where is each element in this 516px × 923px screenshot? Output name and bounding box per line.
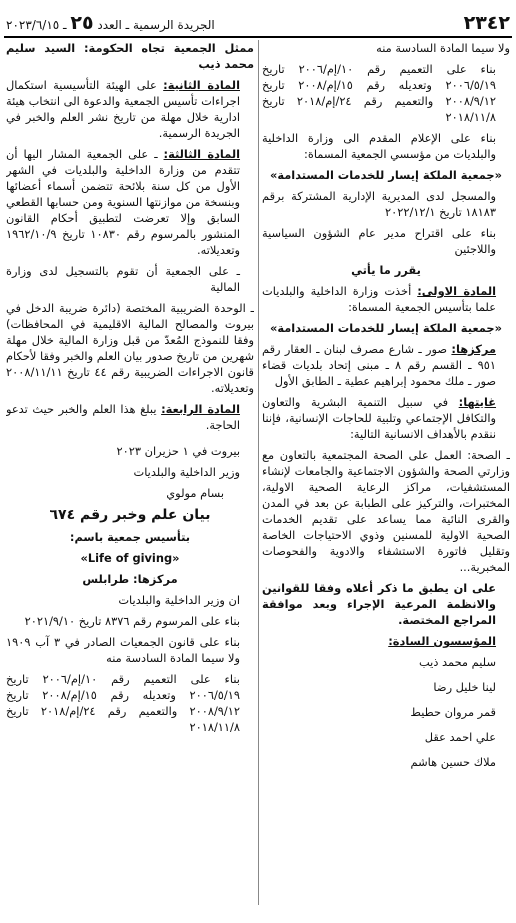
article-text: ـ على الجمعية المشار اليها أن تتقدم من وزارة الداخلية والبلديات في الشهر الأول من كل سنة بلائحة تتضمن أسماء أعضائها وبنسخة من موازنتها السنوية ومن حسابها القطعي السابق وإلا تعرضت لتطبيق أحكام القانون المنشور بالمرسوم رقم ١٠٨٣٠ تاريخ ١٩٦٢/١٠/٩ وتعديلاته.: [6, 147, 240, 257]
founder-name: لينا خليل رضا: [433, 680, 496, 694]
right-column: [262, 40, 510, 923]
paragraph: بناء على التعميم رقم ١٠/إم/٢٠٠٦ تاريخ ٢٠٠٦/٥/١٩ وتعديله رقم ١٥/إم/٢٠٠٨ تاريخ ٢٠٠٨/٩/١٢ والتعميم رقم ٢٤/إم/٢٠١٨ تاريخ ٢٠١٨/١١/٨: [6, 672, 241, 734]
headquarters: [262, 341, 510, 389]
header-rule: [4, 36, 512, 38]
column-divider: [258, 40, 259, 905]
representative: ممثل الجمعية تجاه الحكومة: السيد سليم محمد ذيب: [6, 41, 254, 71]
headquarters: مركزها: طرابلس: [82, 572, 178, 586]
page-header: [6, 8, 510, 34]
issue-date: ـ ٢٠٢٣/٦/١٥: [6, 18, 67, 32]
paragraph: بناء على التعميم رقم ١٠/إم/٢٠٠٦ تاريخ ٢٠٠٦/٥/١٩ وتعديله رقم ١٥/إم/٢٠٠٨ تاريخ ٢٠٠٨/٩/١٢ والتعميم رقم ٢٤/إم/٢٠١٨ تاريخ ٢٠١٨/١١/٨: [262, 62, 497, 124]
paragraph: ـ على الجمعية أن تقوم بالتسجيل لدى وزارة المالية: [6, 264, 240, 294]
compliance-note: على ان يطبق ما ذكر أعلاه وفقا للقوانين والانظمة المرعية الإجراء وبعد موافقة المراجع المختصة.: [262, 581, 496, 627]
association-name: «Life of giving»: [80, 551, 180, 565]
minister-title: وزير الداخلية والبلديات: [133, 465, 240, 479]
association-name: «جمعية الملكة إيسار للخدمات المستدامة»: [269, 168, 502, 182]
article-4: [6, 401, 254, 433]
gazette-name: الجريدة الرسمية ـ العدد: [97, 18, 215, 32]
founders-list: [262, 654, 510, 770]
goals-label: غايتها:: [458, 395, 497, 409]
health-goal: ـ الصحة: العمل على الصحة المجتمعية بالتعاون مع وزارتي الصحة والشؤون الاجتماعية والجامعات لإنشاء المستشفيات، مراكز الرعاية الصحية الاولية، المختبرات، والتركيز على الطبابة عن بعد في المدن والقرى النائية مما يساعد على تقديم الخدمات الصحية الاولية للمسنين وذوي الاحتياجات الخاصة وتقليل فاتورة الاستشفاء والادوية والفحوصات المخبرية...: [262, 448, 510, 574]
hq-label: مركزها:: [451, 342, 496, 356]
announcement-title: بيان علم وخبر رقم ٦٧٤: [49, 507, 211, 523]
gazette-title: [6, 12, 215, 34]
issue-number: ٢٥: [70, 12, 94, 34]
paragraph: بناء على اقتراح مدير عام الشؤون السياسية واللاجئين: [262, 226, 496, 256]
article-label: المادة الثالثة:: [163, 147, 241, 161]
paragraph: ان وزير الداخلية والبلديات: [118, 593, 240, 607]
paragraph: ـ الوحدة الضريبية المختصة (دائرة ضريبة الدخل في بيروت والمصالح المالية الاقليمية في المحافظات) وفقا للنموذج المُعدّ من قبل وزارة المالية خلال مهلة شهرين من تاريخ صدور بيان العلم والخبر وفقا لأحكام قانون الاجراءات الضريبية رقم ٤٤ تاريخ ٢٠٠٨/١١/١١ وتعديلاته.: [6, 301, 254, 395]
founder-name: قمر مروان حطيط: [410, 705, 496, 719]
article-3: [6, 146, 254, 258]
founder-name: علي احمد عقل: [424, 730, 496, 744]
founder-name: ملاك حسين هاشم: [410, 755, 496, 769]
article-label: المادة الرابعة:: [161, 402, 240, 416]
page-number: ٢٣٤٢: [463, 12, 510, 34]
founding-line: بتأسيس جمعية باسم:: [69, 530, 191, 544]
paragraph: بناء على قانون الجمعيات الصادر في ٣ آب ١٩٠٩ ولا سيما المادة السادسة منه: [6, 635, 240, 665]
association-name: «جمعية الملكة إيسار للخدمات المستدامة»: [269, 321, 502, 335]
paragraph: والمسجل لدى المديرية الإدارية المشتركة برقم ١٨١٨٣ تاريخ ٢٠٢٢/١٢/١: [262, 189, 496, 219]
article-label: المادة الثانية:: [163, 78, 240, 92]
article-text: يبلغ هذا العلم والخبر حيث تدعو الحاجة.: [6, 402, 240, 432]
paragraph: بناء على الإعلام المقدم الى وزارة الداخلية والبلديات من مؤسسي الجمعية المسماة:: [262, 131, 496, 161]
signing-place-date: بيروت في ١ حزيران ٢٠٢٣: [116, 444, 240, 458]
goals-text: في سبيل التنمية البشرية والتعاون والتكافل الإجتماعي وتلبية للحاجات الإنسانية، فإننا ننقدم بالأهداف الانسانية التالية:: [262, 395, 496, 441]
article-1: [262, 283, 510, 315]
paragraph: بناء على المرسوم رقم ٨٣٧٦ تاريخ ٢٠٢١/٩/١٠: [24, 614, 240, 628]
left-column: [6, 40, 254, 923]
article-text: أخذت وزارة الداخلية والبلديات علما بتأسيس الجمعية المسماة:: [262, 284, 496, 314]
founders-label: المؤسسون السادة:: [388, 634, 496, 648]
article-text: على الهيئة التأسيسية استكمال اجراءات تأسيس الجمعية والدعوة الى انتخاب هيئة ادارية خلال مهلة من تاريخ نشر العلم والخبر في الجريدة الرسمية.: [6, 78, 240, 140]
article-label: المادة الاولى:: [417, 284, 497, 298]
decision-heading: يقرر ما يأتي: [351, 263, 421, 277]
minister-name: بسام مولوي: [166, 486, 224, 500]
founder-name: سليم محمد ذيب: [418, 655, 496, 669]
goals: [262, 394, 510, 442]
article-2: [6, 77, 254, 141]
paragraph: ولا سيما المادة السادسة منه: [376, 41, 510, 55]
hq-text: صور ـ شارع مصرف لبنان ـ العقار رقم ٩٥١ ـ القسم رقم ٨ ـ مبنى إتحاد بلديات قضاء صور ـ ملك محمود إبراهيم عطية ـ الطابق الأول: [262, 342, 496, 388]
